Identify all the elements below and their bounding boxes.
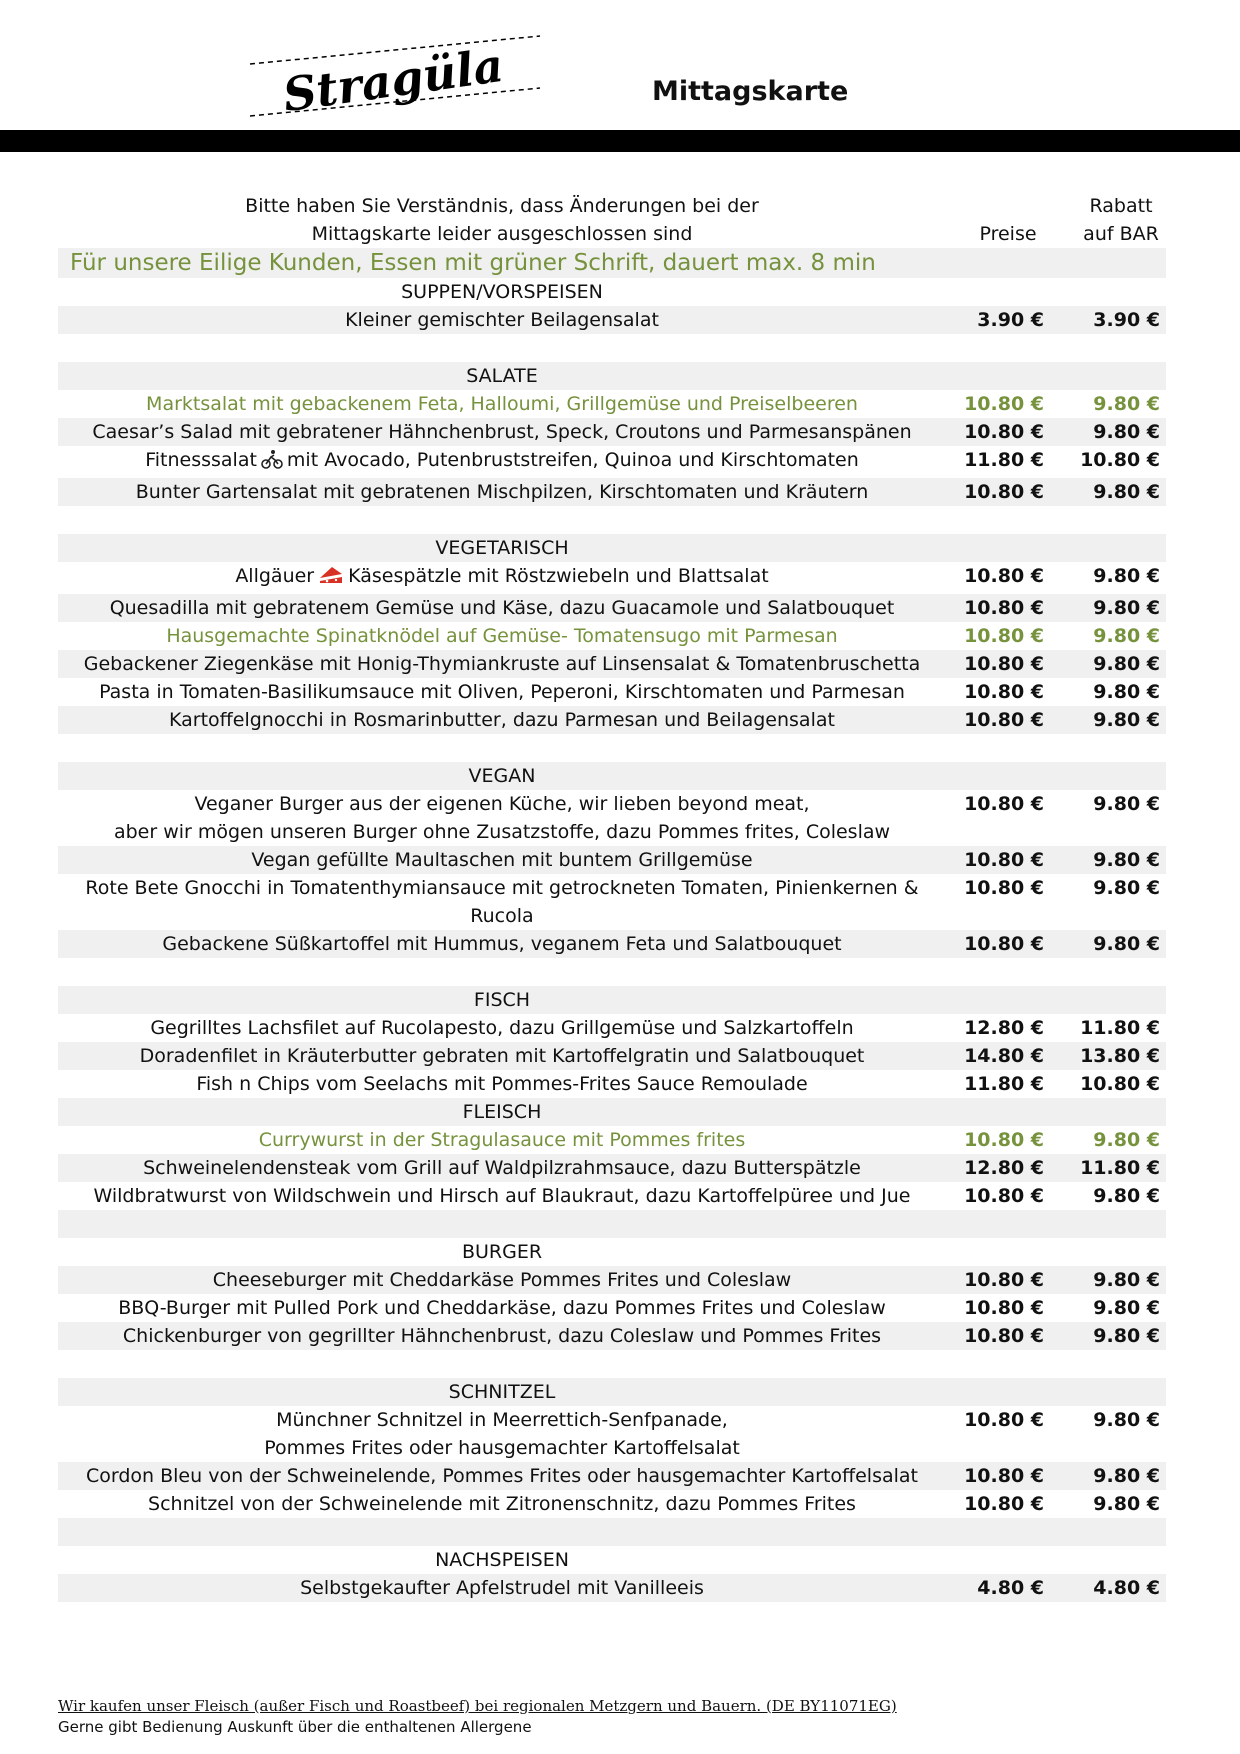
dish-name — [58, 1322, 946, 1350]
price — [946, 594, 1050, 622]
dish-name-line: Kartoffelgnocchi in Rosmarinbutter, dazu Parmesan und Beilagensalat — [169, 709, 835, 731]
price — [946, 1294, 1050, 1322]
dish-name — [58, 306, 946, 334]
dish-name-part: Käsespätzle mit Röstzwiebeln und Blattsalat — [348, 565, 769, 587]
spacer-row — [58, 958, 1166, 986]
menu-item-row — [58, 418, 1166, 446]
cash-price-value: 3.90 € — [1093, 309, 1160, 331]
rabatt-line-2: auf BAR — [1083, 223, 1159, 245]
dish-name-line: Marktsalat mit gebackenem Feta, Halloumi, Grillgemüse und Preiselbeeren — [146, 393, 858, 415]
price-value: 10.80 € — [964, 481, 1044, 503]
section-row — [58, 1238, 1166, 1266]
dish-name — [58, 846, 946, 874]
price-value: 10.80 € — [964, 877, 1044, 899]
cash-price-value: 10.80 € — [1080, 1073, 1160, 1095]
section-title: SALATE — [466, 365, 538, 387]
price — [946, 562, 1050, 590]
price — [946, 790, 1050, 818]
cash-discount-price — [1050, 1266, 1166, 1294]
dish-name-line: Quesadilla mit gebratenem Gemüse und Käse, dazu Guacamole und Salatbouquet — [109, 597, 895, 619]
price — [946, 1490, 1050, 1518]
price — [946, 306, 1050, 334]
cash-price-value: 9.80 € — [1093, 681, 1160, 703]
notice-line-2: Mittagskarte leider ausgeschlossen sind — [311, 223, 693, 245]
price-value: 14.80 € — [964, 1045, 1044, 1067]
spacer-row — [58, 506, 1166, 534]
menu-item-row — [58, 790, 1166, 846]
menu-item-row — [58, 1490, 1166, 1518]
menu-item-row — [58, 622, 1166, 650]
dish-name — [58, 1490, 946, 1518]
price — [946, 874, 1050, 902]
price-value: 11.80 € — [964, 449, 1044, 471]
cash-discount-price — [1050, 390, 1166, 418]
menu-item-row — [58, 1182, 1166, 1210]
dish-name — [58, 1014, 946, 1042]
dish-name — [58, 706, 946, 734]
cash-discount-price — [1050, 594, 1166, 622]
price — [946, 846, 1050, 874]
rabatt-line-1: Rabatt — [1089, 195, 1153, 217]
cash-discount-price — [1050, 622, 1166, 650]
dish-name-line: Gegrilltes Lachsfilet auf Rucolapesto, dazu Grillgemüse und Salzkartoffeln — [150, 1017, 854, 1039]
price-value: 10.80 € — [964, 1297, 1044, 1319]
dish-name-line: Veganer Burger aus der eigenen Küche, wir lieben beyond meat, — [194, 793, 810, 815]
dish-name-line: Currywurst in der Stragulasauce mit Pommes frites — [258, 1129, 746, 1151]
menu-item-row — [58, 1154, 1166, 1182]
menu-item-row — [58, 1042, 1166, 1070]
cash-price-value: 9.80 € — [1093, 625, 1160, 647]
cash-price-value: 9.80 € — [1093, 709, 1160, 731]
cash-discount-price — [1050, 930, 1166, 958]
section-row — [58, 986, 1166, 1014]
section-title: VEGAN — [468, 765, 536, 787]
cash-price-value: 13.80 € — [1080, 1045, 1160, 1067]
dish-name-line: aber wir mögen unseren Burger ohne Zusatzstoffe, dazu Pommes frites, Coleslaw — [113, 821, 891, 843]
cash-price-value: 9.80 € — [1093, 1409, 1160, 1431]
price-value: 10.80 € — [964, 1129, 1044, 1151]
cash-price-value: 9.80 € — [1093, 877, 1160, 899]
dish-name-part: Fitnesssalat — [145, 449, 257, 471]
cash-price-value: 9.80 € — [1093, 1129, 1160, 1151]
dish-name-line: Cheeseburger mit Cheddarkäse Pommes Frites und Coleslaw — [212, 1269, 792, 1291]
spacer-row — [58, 1350, 1166, 1378]
cash-discount-price — [1050, 1154, 1166, 1182]
dish-name — [58, 446, 946, 478]
dish-name-line: Pasta in Tomaten-Basilikumsauce mit Oliven, Peperoni, Kirschtomaten und Parmesan — [99, 681, 905, 703]
price-value: 12.80 € — [964, 1157, 1044, 1179]
price — [946, 930, 1050, 958]
spacer-row — [58, 1518, 1166, 1546]
dish-name — [58, 1266, 946, 1294]
price — [946, 650, 1050, 678]
dish-name-line: Rote Bete Gnocchi in Tomatenthymiansauce mit getrockneten Tomaten, Pinienkernen & — [85, 877, 919, 899]
dish-name — [58, 1070, 946, 1098]
section-title: BURGER — [461, 1241, 543, 1263]
cash-discount-price — [1050, 1322, 1166, 1350]
price — [946, 478, 1050, 506]
price — [946, 1070, 1050, 1098]
dish-name-line: Gebackener Ziegenkäse mit Honig-Thymiankruste auf Linsensalat & Tomatenbruschetta — [83, 653, 921, 675]
price — [946, 1574, 1050, 1602]
page-header — [0, 0, 1240, 130]
cash-price-value: 9.80 € — [1093, 1493, 1160, 1515]
cash-discount-price — [1050, 446, 1166, 474]
menu-item-row — [58, 478, 1166, 506]
cash-discount-price — [1050, 1070, 1166, 1098]
dish-name-line: Bunter Gartensalat mit gebratenen Mischpilzen, Kirschtomaten und Kräutern — [135, 481, 869, 503]
section-title: SUPPEN/VORSPEISEN — [401, 281, 603, 303]
banner-row — [58, 248, 1166, 278]
dish-name — [58, 930, 946, 958]
menu-item-row — [58, 1462, 1166, 1490]
cyclist-icon — [261, 448, 283, 478]
column-header-rabatt — [1066, 192, 1176, 248]
menu-item-row — [58, 446, 1166, 478]
dish-name-line: Münchner Schnitzel in Meerrettich-Senfpanade, — [276, 1409, 728, 1431]
menu-item-row — [58, 1126, 1166, 1154]
menu-item-row — [58, 1014, 1166, 1042]
section-row — [58, 534, 1166, 562]
dish-name-line: Selbstgekaufter Apfelstrudel mit Vanilleeis — [300, 1577, 704, 1599]
section-title: SCHNITZEL — [448, 1381, 556, 1403]
menu-item-row — [58, 1266, 1166, 1294]
menu-item-row — [58, 1574, 1166, 1602]
footer — [58, 1696, 897, 1738]
spacer-row — [58, 334, 1166, 362]
stragula-logo — [244, 30, 549, 122]
dish-name — [58, 1294, 946, 1322]
cash-price-value: 9.80 € — [1093, 1269, 1160, 1291]
price-value: 10.80 € — [964, 393, 1044, 415]
dish-name-line: Vegan gefüllte Maultaschen mit buntem Grillgemüse — [251, 849, 753, 871]
cash-price-value: 9.80 € — [1093, 933, 1160, 955]
section-row — [58, 278, 1166, 306]
dish-name-line: Chickenburger von gegrillter Hähnchenbrust, dazu Coleslaw und Pommes Frites — [122, 1325, 882, 1347]
page-title: Mittagskarte — [652, 76, 849, 107]
price — [946, 678, 1050, 706]
price-value: 10.80 € — [964, 625, 1044, 647]
dish-name-line: Hausgemachte Spinatknödel auf Gemüse- Tomatensugo mit Parmesan — [166, 625, 838, 647]
cheese-icon — [318, 564, 344, 594]
menu-item-row — [58, 874, 1166, 930]
section-title: FLEISCH — [462, 1101, 542, 1123]
dish-name — [58, 790, 946, 846]
menu-item-row — [58, 562, 1166, 594]
dish-name-part: Allgäuer — [235, 565, 315, 587]
dish-name-line: Rucola — [470, 905, 534, 927]
menu-item-row — [58, 706, 1166, 734]
price-value: 10.80 € — [964, 421, 1044, 443]
dish-name — [58, 622, 946, 650]
menu-item-row — [58, 930, 1166, 958]
section-row — [58, 1546, 1166, 1574]
cash-price-value: 9.80 € — [1093, 1185, 1160, 1207]
menu-list — [58, 248, 1166, 1602]
price — [946, 706, 1050, 734]
cash-price-value: 9.80 € — [1093, 421, 1160, 443]
dish-name — [58, 1154, 946, 1182]
price — [946, 1322, 1050, 1350]
cash-discount-price — [1050, 1126, 1166, 1154]
cash-price-value: 9.80 € — [1093, 1465, 1160, 1487]
price — [946, 1126, 1050, 1154]
price — [946, 1154, 1050, 1182]
cash-discount-price — [1050, 1294, 1166, 1322]
cash-discount-price — [1050, 706, 1166, 734]
menu-item-row — [58, 678, 1166, 706]
cash-price-value: 9.80 € — [1093, 1297, 1160, 1319]
price — [946, 390, 1050, 418]
menu-item-row — [58, 1322, 1166, 1350]
cash-price-value: 9.80 € — [1093, 793, 1160, 815]
footer-meat-note: Wir kaufen unser Fleisch (außer Fisch und Roastbeef) bei regionalen Metzgern und Bauern. (DE BY11071EG) — [58, 1697, 897, 1715]
spacer-row — [58, 1210, 1166, 1238]
dish-name-line: Gebackene Süßkartoffel mit Hummus, veganem Feta und Salatbouquet — [162, 933, 842, 955]
cash-discount-price — [1050, 678, 1166, 706]
price-value: 3.90 € — [977, 309, 1044, 331]
price-value: 10.80 € — [964, 1493, 1044, 1515]
price-value: 10.80 € — [964, 849, 1044, 871]
dish-name — [58, 1126, 946, 1154]
cash-discount-price — [1050, 874, 1166, 902]
cash-discount-price — [1050, 418, 1166, 446]
price-value: 10.80 € — [964, 1409, 1044, 1431]
price — [946, 622, 1050, 650]
dish-name-line: Schweinelendensteak vom Grill auf Waldpilzrahmsauce, dazu Butterspätzle — [143, 1157, 861, 1179]
cash-discount-price — [1050, 1014, 1166, 1042]
dish-name — [58, 562, 946, 594]
price-value: 10.80 € — [964, 709, 1044, 731]
section-row — [58, 1098, 1166, 1126]
price-value: 10.80 € — [964, 1325, 1044, 1347]
cash-price-value: 4.80 € — [1093, 1577, 1160, 1599]
price-value: 10.80 € — [964, 1185, 1044, 1207]
dish-name-line: Cordon Bleu von der Schweinelende, Pommes Frites oder hausgemachter Kartoffelsalat — [85, 1465, 919, 1487]
price-value: 12.80 € — [964, 1017, 1044, 1039]
cash-discount-price — [1050, 1490, 1166, 1518]
price — [946, 446, 1050, 474]
dish-name — [58, 478, 946, 506]
column-header-preise: Preise — [979, 223, 1037, 245]
price — [946, 1266, 1050, 1294]
notice — [58, 192, 946, 248]
menu-item-row — [58, 594, 1166, 622]
price-value: 10.80 € — [964, 565, 1044, 587]
dish-name-line: Fish n Chips vom Seelachs mit Pommes-Frites Sauce Remoulade — [196, 1073, 808, 1095]
dish-name — [58, 1406, 946, 1462]
price-value: 10.80 € — [964, 597, 1044, 619]
dish-name — [58, 418, 946, 446]
cash-discount-price — [1050, 1182, 1166, 1210]
cash-discount-price — [1050, 478, 1166, 506]
dish-name-line: Kleiner gemischter Beilagensalat — [345, 309, 659, 331]
section-row — [58, 762, 1166, 790]
cash-price-value: 9.80 € — [1093, 481, 1160, 503]
dish-name-line: Pommes Frites oder hausgemachter Kartoffelsalat — [264, 1437, 740, 1459]
menu-item-row — [58, 390, 1166, 418]
price-value: 10.80 € — [964, 933, 1044, 955]
price — [946, 1042, 1050, 1070]
footer-allergen-note: Gerne gibt Bedienung Auskunft über die enthaltenen Allergene — [58, 1718, 532, 1736]
cash-discount-price — [1050, 846, 1166, 874]
header-bar — [0, 130, 1240, 152]
price — [946, 1014, 1050, 1042]
cash-price-value: 10.80 € — [1080, 449, 1160, 471]
cash-discount-price — [1050, 1406, 1166, 1434]
cash-price-value: 9.80 € — [1093, 653, 1160, 675]
dish-name-line: Schnitzel von der Schweinelende mit Zitronenschnitz, dazu Pommes Frites — [148, 1493, 856, 1515]
section-row — [58, 362, 1166, 390]
price-value: 4.80 € — [977, 1577, 1044, 1599]
cash-discount-price — [1050, 1042, 1166, 1070]
menu-item-row — [58, 1294, 1166, 1322]
price — [946, 418, 1050, 446]
cash-price-value: 9.80 € — [1093, 565, 1160, 587]
menu-item-row — [58, 846, 1166, 874]
dish-name-line: BBQ-Burger mit Pulled Pork und Cheddarkäse, dazu Pommes Frites und Coleslaw — [118, 1297, 886, 1319]
spacer-row — [58, 734, 1166, 762]
cash-price-value: 9.80 € — [1093, 849, 1160, 871]
dish-name — [58, 390, 946, 418]
svg-text:Stragüla: Stragüla — [279, 37, 507, 122]
menu-item-row — [58, 306, 1166, 334]
price-value: 10.80 € — [964, 1269, 1044, 1291]
dish-name — [58, 1182, 946, 1210]
section-title: NACHSPEISEN — [435, 1549, 569, 1571]
dish-name — [58, 1042, 946, 1070]
cash-discount-price — [1050, 1574, 1166, 1602]
cash-discount-price — [1050, 790, 1166, 818]
price — [946, 1182, 1050, 1210]
cash-discount-price — [1050, 306, 1166, 334]
menu-item-row — [58, 1406, 1166, 1462]
cash-price-value: 9.80 € — [1093, 1325, 1160, 1347]
cash-price-value: 9.80 € — [1093, 393, 1160, 415]
price-value: 10.80 € — [964, 653, 1044, 675]
cash-price-value: 11.80 € — [1080, 1017, 1160, 1039]
dish-name — [58, 1462, 946, 1490]
cash-discount-price — [1050, 650, 1166, 678]
express-banner: Für unsere Eilige Kunden, Essen mit grüner Schrift, dauert max. 8 min — [70, 250, 876, 276]
menu-item-row — [58, 650, 1166, 678]
price-value: 10.80 € — [964, 793, 1044, 815]
price — [946, 1406, 1050, 1434]
price-value: 10.80 € — [964, 681, 1044, 703]
price — [946, 1462, 1050, 1490]
price-value: 11.80 € — [964, 1073, 1044, 1095]
cash-discount-price — [1050, 1462, 1166, 1490]
dish-name-line: Caesar’s Salad mit gebratener Hähnchenbrust, Speck, Croutons und Parmesanspänen — [92, 421, 912, 443]
dish-name — [58, 594, 946, 622]
price-value: 10.80 € — [964, 1465, 1044, 1487]
dish-name — [58, 650, 946, 678]
notice-line-1: Bitte haben Sie Verständnis, dass Änderungen bei der — [245, 195, 759, 217]
section-title: FISCH — [473, 989, 531, 1011]
dish-name-line: Doradenfilet in Kräuterbutter gebraten mit Kartoffelgratin und Salatbouquet — [139, 1045, 865, 1067]
dish-name-part: mit Avocado, Putenbruststreifen, Quinoa und Kirschtomaten — [286, 449, 859, 471]
dish-name — [58, 1574, 946, 1602]
menu-item-row — [58, 1070, 1166, 1098]
cash-price-value: 9.80 € — [1093, 597, 1160, 619]
dish-name — [58, 678, 946, 706]
section-row — [58, 1378, 1166, 1406]
cash-discount-price — [1050, 562, 1166, 590]
section-title: VEGETARISCH — [435, 537, 569, 559]
cash-price-value: 11.80 € — [1080, 1157, 1160, 1179]
dish-name-line: Wildbratwurst von Wildschwein und Hirsch auf Blaukraut, dazu Kartoffelpüree und Jue — [93, 1185, 911, 1207]
dish-name — [58, 874, 946, 930]
